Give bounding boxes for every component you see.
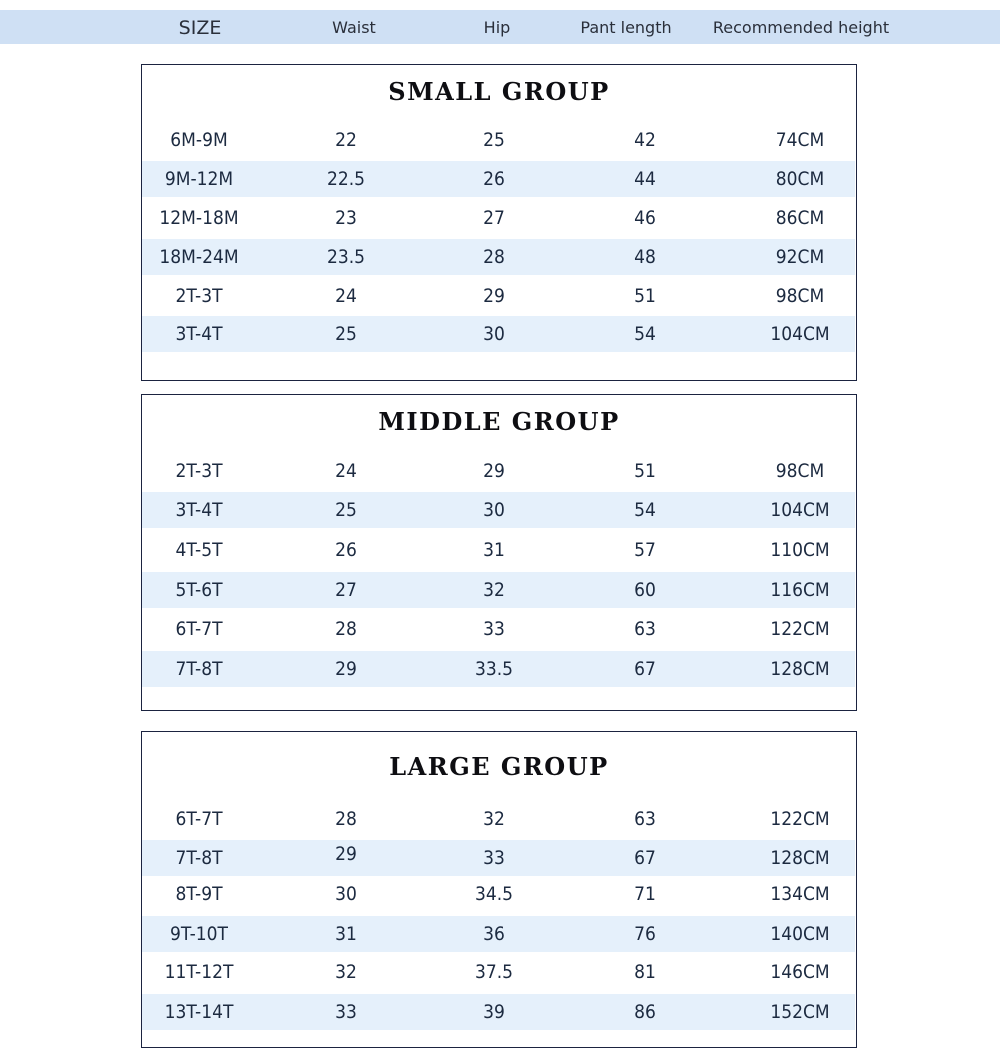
size-cell: 9M-12M: [164, 168, 234, 190]
middle-group-table: [141, 394, 857, 711]
hip-cell: 33.5: [474, 658, 514, 680]
waist-cell: 32: [335, 961, 357, 983]
pant-length-cell: 54: [634, 499, 656, 521]
pant-length-cell: 51: [634, 285, 656, 307]
table-row: [142, 278, 855, 314]
pant-length-cell: 57: [634, 539, 656, 561]
pant-length-cell: 54: [634, 323, 656, 345]
waist-cell: 29: [335, 843, 357, 865]
size-cell: 7T-8T: [175, 658, 223, 680]
height-cell: 122CM: [770, 618, 830, 640]
waist-cell: 22: [335, 129, 357, 151]
height-cell: 152CM: [770, 1001, 830, 1023]
waist-cell: 26: [335, 539, 357, 561]
header-recommended-height: Recommended height: [712, 18, 890, 37]
waist-cell: 25: [335, 499, 357, 521]
height-cell: 86CM: [775, 207, 825, 229]
hip-cell: 30: [483, 499, 505, 521]
height-cell: 110CM: [770, 539, 830, 561]
table-row: [142, 316, 855, 352]
pant-length-cell: 76: [634, 923, 656, 945]
hip-cell: 36: [483, 923, 505, 945]
waist-cell: 28: [335, 808, 357, 830]
hip-cell: 28: [483, 246, 505, 268]
hip-cell: 33: [483, 618, 505, 640]
header-pant-length: Pant length: [580, 18, 672, 37]
height-cell: 104CM: [770, 499, 830, 521]
waist-cell: 27: [335, 579, 357, 601]
size-cell: 6M-9M: [170, 129, 228, 151]
pant-length-cell: 46: [634, 207, 656, 229]
size-cell: 8T-9T: [175, 883, 223, 905]
waist-cell: 29: [335, 658, 357, 680]
table-row: [142, 572, 855, 608]
height-cell: 134CM: [770, 883, 830, 905]
size-cell: 13T-14T: [164, 1001, 234, 1023]
table-row: [142, 161, 855, 197]
waist-cell: 24: [335, 285, 357, 307]
pant-length-cell: 63: [634, 618, 656, 640]
table-row: [142, 532, 855, 568]
hip-cell: 31: [483, 539, 505, 561]
hip-cell: 32: [483, 808, 505, 830]
header-waist: Waist: [332, 18, 376, 37]
height-cell: 140CM: [770, 923, 830, 945]
table-row: [142, 122, 855, 158]
height-cell: 116CM: [770, 579, 830, 601]
size-chart-header: [0, 10, 1000, 44]
size-cell: 6T-7T: [175, 618, 223, 640]
table-row: [142, 840, 855, 876]
height-cell: 74CM: [775, 129, 825, 151]
hip-cell: 26: [483, 168, 505, 190]
size-cell: 6T-7T: [175, 808, 223, 830]
size-cell: 2T-3T: [175, 460, 223, 482]
pant-length-cell: 60: [634, 579, 656, 601]
hip-cell: 37.5: [474, 961, 514, 983]
size-cell: 11T-12T: [164, 961, 234, 983]
waist-cell: 25: [335, 323, 357, 345]
size-cell: 5T-6T: [175, 579, 223, 601]
waist-cell: 22.5: [326, 168, 366, 190]
header-size: SIZE: [178, 17, 222, 39]
large-group-table: [141, 731, 857, 1048]
pant-length-cell: 67: [634, 847, 656, 869]
height-cell: 128CM: [770, 847, 830, 869]
table-row: [142, 651, 855, 687]
height-cell: 98CM: [775, 460, 825, 482]
hip-cell: 30: [483, 323, 505, 345]
size-cell: 18M-24M: [159, 246, 239, 268]
waist-cell: 24: [335, 460, 357, 482]
height-cell: 128CM: [770, 658, 830, 680]
size-cell: 9T-10T: [170, 923, 228, 945]
size-cell: 12M-18M: [159, 207, 239, 229]
group-title: SMALL GROUP: [388, 77, 610, 106]
hip-cell: 29: [483, 460, 505, 482]
pant-length-cell: 63: [634, 808, 656, 830]
size-cell: 3T-4T: [175, 499, 223, 521]
table-row: [142, 876, 855, 912]
hip-cell: 34.5: [474, 883, 514, 905]
table-row: [142, 200, 855, 236]
height-cell: 92CM: [775, 246, 825, 268]
table-row: [142, 916, 855, 952]
table-row: [142, 492, 855, 528]
table-row: [142, 801, 855, 837]
pant-length-cell: 67: [634, 658, 656, 680]
size-cell: 2T-3T: [175, 285, 223, 307]
pant-length-cell: 48: [634, 246, 656, 268]
group-title: LARGE GROUP: [389, 752, 609, 781]
size-cell: 4T-5T: [175, 539, 223, 561]
table-row: [142, 994, 855, 1030]
hip-cell: 32: [483, 579, 505, 601]
pant-length-cell: 81: [634, 961, 656, 983]
height-cell: 122CM: [770, 808, 830, 830]
height-cell: 104CM: [770, 323, 830, 345]
height-cell: 146CM: [770, 961, 830, 983]
hip-cell: 29: [483, 285, 505, 307]
waist-cell: 23.5: [326, 246, 366, 268]
pant-length-cell: 51: [634, 460, 656, 482]
height-cell: 80CM: [775, 168, 825, 190]
hip-cell: 25: [483, 129, 505, 151]
header-hip: Hip: [483, 18, 511, 37]
waist-cell: 31: [335, 923, 357, 945]
table-row: [142, 453, 855, 489]
hip-cell: 33: [483, 847, 505, 869]
hip-cell: 39: [483, 1001, 505, 1023]
table-row: [142, 239, 855, 275]
hip-cell: 27: [483, 207, 505, 229]
waist-cell: 23: [335, 207, 357, 229]
pant-length-cell: 42: [634, 129, 656, 151]
pant-length-cell: 86: [634, 1001, 656, 1023]
waist-cell: 30: [335, 883, 357, 905]
small-group-table: [141, 64, 857, 381]
size-cell: 3T-4T: [175, 323, 223, 345]
waist-cell: 33: [335, 1001, 357, 1023]
pant-length-cell: 44: [634, 168, 656, 190]
table-row: [142, 611, 855, 647]
size-cell: 7T-8T: [175, 847, 223, 869]
table-row: [142, 954, 855, 990]
pant-length-cell: 71: [634, 883, 656, 905]
group-title: MIDDLE GROUP: [378, 407, 620, 436]
height-cell: 98CM: [775, 285, 825, 307]
waist-cell: 28: [335, 618, 357, 640]
